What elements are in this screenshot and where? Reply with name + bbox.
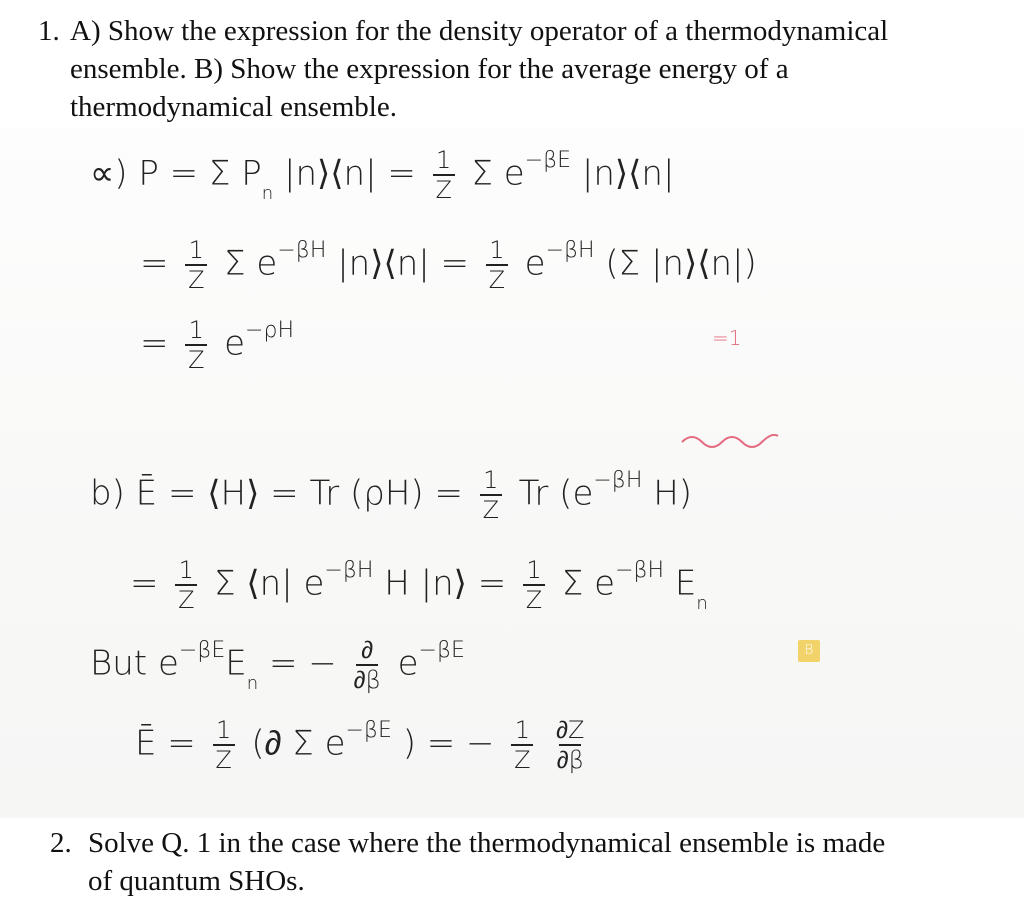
boltzmann-exponent: −βE — [524, 147, 572, 173]
subscript-n: n — [246, 672, 259, 694]
one-over-z-fraction — [523, 558, 545, 612]
notes-a-line-2 — [140, 238, 757, 292]
frac-numerator: 1 — [178, 556, 194, 584]
energy-sum: Σ e — [561, 563, 616, 604]
trace-text: Tr (e — [518, 473, 594, 514]
question-1-text — [70, 12, 1000, 126]
operator-exponent: −βH — [615, 557, 665, 583]
frac-denominator: Z — [188, 346, 205, 374]
equals-sign: = — [140, 243, 169, 284]
exponential-e: e — [157, 643, 179, 684]
frac-numerator: 1 — [215, 716, 232, 744]
boltzmann-sum: Σ e — [471, 153, 525, 194]
frac-numerator: ∂ — [361, 636, 374, 664]
one-over-z-fraction — [433, 148, 455, 202]
question-1-line-2: ensemble. B) Show the expression for the average energy of a — [70, 53, 789, 85]
but-word: But — [90, 643, 148, 684]
one-over-z-fraction — [480, 468, 502, 522]
one-over-z-fraction — [185, 318, 207, 372]
question-2-number: 2. — [50, 827, 72, 859]
matrix-element-sum: Σ ⟨n| e — [214, 563, 325, 604]
one-over-z-fraction — [511, 718, 533, 772]
frac-denominator: Z — [188, 266, 205, 294]
completeness-sum: (Σ |n⟩⟨n|) — [605, 243, 757, 284]
bookmark-badge-icon: B — [798, 640, 820, 662]
underline-squiggle-icon — [680, 430, 780, 454]
one-over-z-fraction — [213, 718, 235, 772]
one-over-z-fraction — [185, 238, 207, 292]
operator-exponent: −βH — [324, 557, 374, 583]
equals-minus: ) = − — [402, 723, 495, 764]
exponential-e: e — [397, 643, 419, 684]
part-a-label: ∝) — [90, 153, 128, 194]
frac-denominator: Z — [435, 176, 452, 204]
one-over-z-fraction — [486, 238, 508, 292]
energy-symbol: E — [674, 563, 697, 604]
question-2-line-1: Solve Q. 1 in the case where the thermodynamical ensemble is made — [88, 827, 886, 859]
partial-z-fraction — [556, 718, 584, 772]
trace-end: H) — [653, 473, 693, 514]
boltzmann-exponent: −βE — [345, 717, 392, 743]
exponential-e: e — [524, 243, 546, 284]
frac-denominator: Z — [514, 746, 531, 774]
one-over-z-fraction — [175, 558, 197, 612]
average-energy-trace: Ē = ⟨H⟩ = Tr (ρH) = — [135, 473, 463, 514]
frac-denominator: Z — [178, 586, 195, 614]
projector-text: |n⟩⟨n| = — [284, 153, 416, 194]
partial-beta-fraction — [354, 638, 381, 692]
operator-exponent: −βH — [593, 467, 643, 493]
frac-denominator: Z — [215, 746, 232, 774]
frac-numerator: 1 — [526, 556, 542, 584]
completeness-equals-one: =1 — [712, 326, 742, 350]
frac-numerator: 1 — [483, 466, 499, 494]
question-2-text — [88, 824, 1018, 900]
frac-denominator: Z — [525, 586, 543, 614]
projector-text: |n⟩⟨n| = — [337, 243, 470, 284]
handwritten-notes — [0, 128, 1024, 818]
density-operator-sum: P = Σ P — [138, 153, 262, 194]
exponential-e: e — [224, 323, 246, 364]
frac-numerator: ∂Z — [556, 716, 585, 744]
equals-minus: = − — [268, 643, 337, 684]
average-energy-symbol: Ē = — [135, 723, 196, 764]
equals-sign: = — [140, 323, 169, 364]
notes-a-line-3 — [140, 318, 294, 372]
operator-exponent: −ρH — [245, 317, 294, 343]
frac-numerator: 1 — [188, 316, 204, 344]
subscript-n: n — [261, 182, 274, 204]
frac-denominator: ∂β — [353, 666, 381, 694]
notes-but-line — [90, 638, 465, 692]
notes-b-line-1 — [90, 468, 692, 522]
frac-denominator: Z — [482, 496, 500, 524]
operator-exponent: −βH — [545, 237, 595, 263]
frac-denominator: ∂β — [556, 746, 584, 774]
question-2-line-2: of quantum SHOs. — [88, 865, 305, 897]
boltzmann-exponent: −βE — [418, 637, 465, 663]
part-b-label: b) — [90, 473, 125, 514]
question-1-line-1: A) Show the expression for the density operator of a thermodynamical — [70, 15, 889, 47]
frac-numerator: 1 — [188, 236, 204, 264]
energy-symbol: E — [225, 643, 247, 684]
frac-numerator: 1 — [489, 236, 505, 264]
question-1-number: 1. — [38, 15, 60, 47]
projector-end: |n⟩⟨n| — [581, 153, 675, 194]
operator-exponent: −βH — [277, 237, 327, 263]
subscript-n: n — [696, 592, 708, 614]
notes-a-line-1 — [90, 148, 674, 202]
frac-numerator: 1 — [514, 716, 530, 744]
boltzmann-exponent: −βE — [178, 637, 226, 663]
frac-denominator: Z — [488, 266, 506, 294]
notes-ebar-line — [135, 718, 590, 772]
question-1-line-3: thermodynamical ensemble. — [70, 91, 397, 123]
operator-sum: Σ e — [224, 243, 278, 284]
equals-sign: = — [130, 563, 159, 604]
matrix-element-end: H |n⟩ = — [384, 563, 507, 604]
derivative-sum: (∂ Σ e — [251, 723, 346, 764]
frac-numerator: 1 — [436, 146, 452, 174]
notes-b-line-2 — [130, 558, 708, 612]
